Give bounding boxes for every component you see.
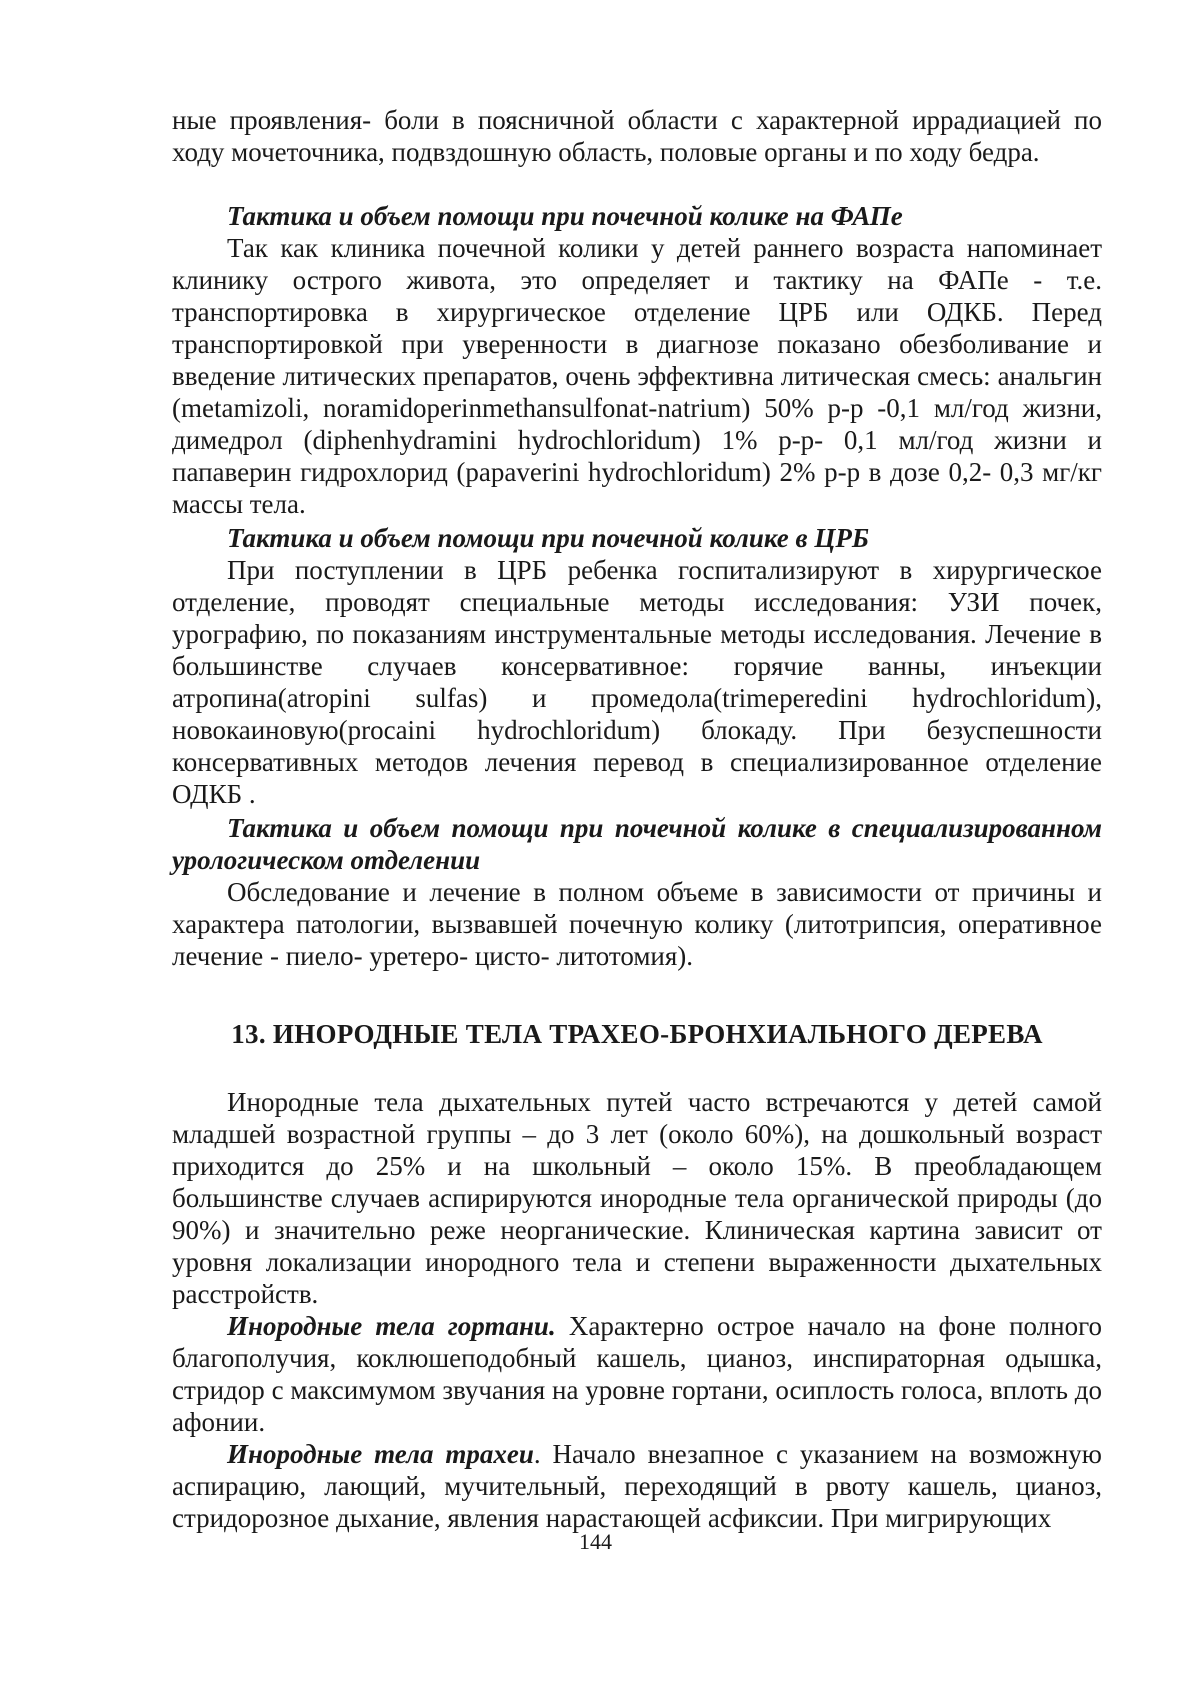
uro-heading: Тактика и объем помощи при почечной колике в специализированном урологическом отделении	[172, 813, 1102, 875]
trachea-heading: Инородные тела трахеи	[227, 1439, 534, 1469]
trachea-paragraph	[172, 1438, 1102, 1534]
uro-section	[172, 812, 1102, 972]
larynx-text: Характерно острое начало на фоне полного благополучия, коклюшеподобный кашель, цианоз, инспираторная одышка, стридор с максимумом звучания на уровне гортани, осиплость голоса, вплоть до афонии.	[172, 1311, 1102, 1437]
crb-section	[172, 522, 1102, 810]
section-13-paragraph: Инородные тела дыхательных путей часто встречаются у детей самой младшей возрастной группы – до 3 лет (около 60%), на дошкольный возраст приходится до 25% и на школьный – около 15%. В преобладающем большинстве случаев аспирируются инородные тела органической природы (до 90%) и значительно реже неорганические. Клиническая картина зависит от уровня локализации инородного тела и степени выраженности дыхательных расстройств.	[172, 1087, 1102, 1309]
fap-section	[172, 200, 1102, 520]
intro-block	[172, 104, 1102, 168]
page-number: 144	[579, 1529, 612, 1554]
uro-paragraph: Обследование и лечение в полном объеме в зависимости от причины и характера патологии, вызвавшей почечную колику (литотрипсия, оперативное лечение - пиело- уретеро- цисто- литотомия).	[172, 877, 1102, 971]
section-13-title: 13. ИНОРОДНЫЕ ТЕЛА ТРАХЕО-БРОНХИАЛЬНОГО ДЕРЕВА	[231, 1019, 1043, 1049]
fap-paragraph: Так как клиника почечной колики у детей раннего возраста напоминает клинику острого живота, это определяет и тактику на ФАПе - т.е. транспортировка в хирургическое отделение ЦРБ или ОДКБ. Перед транспортировкой при уверенности в диагнозе показано обезболивание и введение литических препаратов, очень эффективна литическая смесь: анальгин (metamizoli, noramidoperinmethansulfonat-natrium) 50% р-р -0,1 мл/год жизни, димедрол (diphenhydramini hydrochloridum) 1% р-р- 0,1 мл/год жизни и папаверин гидрохлорид (papaverini hydrochloridum) 2% р-р в дозе 0,2- 0,3 мг/кг массы тела.	[172, 233, 1102, 519]
fap-heading: Тактика и объем помощи при почечной колике на ФАПе	[227, 201, 903, 231]
crb-heading: Тактика и объем помощи при почечной колике в ЦРБ	[227, 523, 869, 553]
larynx-heading: Инородные тела гортани.	[227, 1311, 556, 1341]
section-13-body	[172, 1086, 1102, 1534]
larynx-paragraph	[172, 1310, 1102, 1438]
trachea-text: . Начало внезапное с указанием на возможную аспирацию, лающий, мучительный, переходящий в рвоту кашель, цианоз, стридорозное дыхание, явления нарастающей асфиксии. При мигрирующих	[172, 1439, 1102, 1533]
intro-paragraph: ные проявления- боли в поясничной области с характерной иррадиацией по ходу мочеточника, подвздошную область, половые органы и по ходу бедра.	[172, 105, 1102, 167]
crb-paragraph: При поступлении в ЦРБ ребенка госпитализируют в хирургическое отделение, проводят специальные методы исследования: УЗИ почек, урографию, по показаниям инструментальные методы исследования. Лечение в большинстве случаев консервативное: горячие ванны, инъекции атропина(atropini sulfas) и промедола(trimeperedini hydrochloridum), новокаиновую(procaini hydrochloridum) блокаду. При безуспешности консервативных методов лечения перевод в специализированное отделение ОДКБ .	[172, 555, 1102, 809]
